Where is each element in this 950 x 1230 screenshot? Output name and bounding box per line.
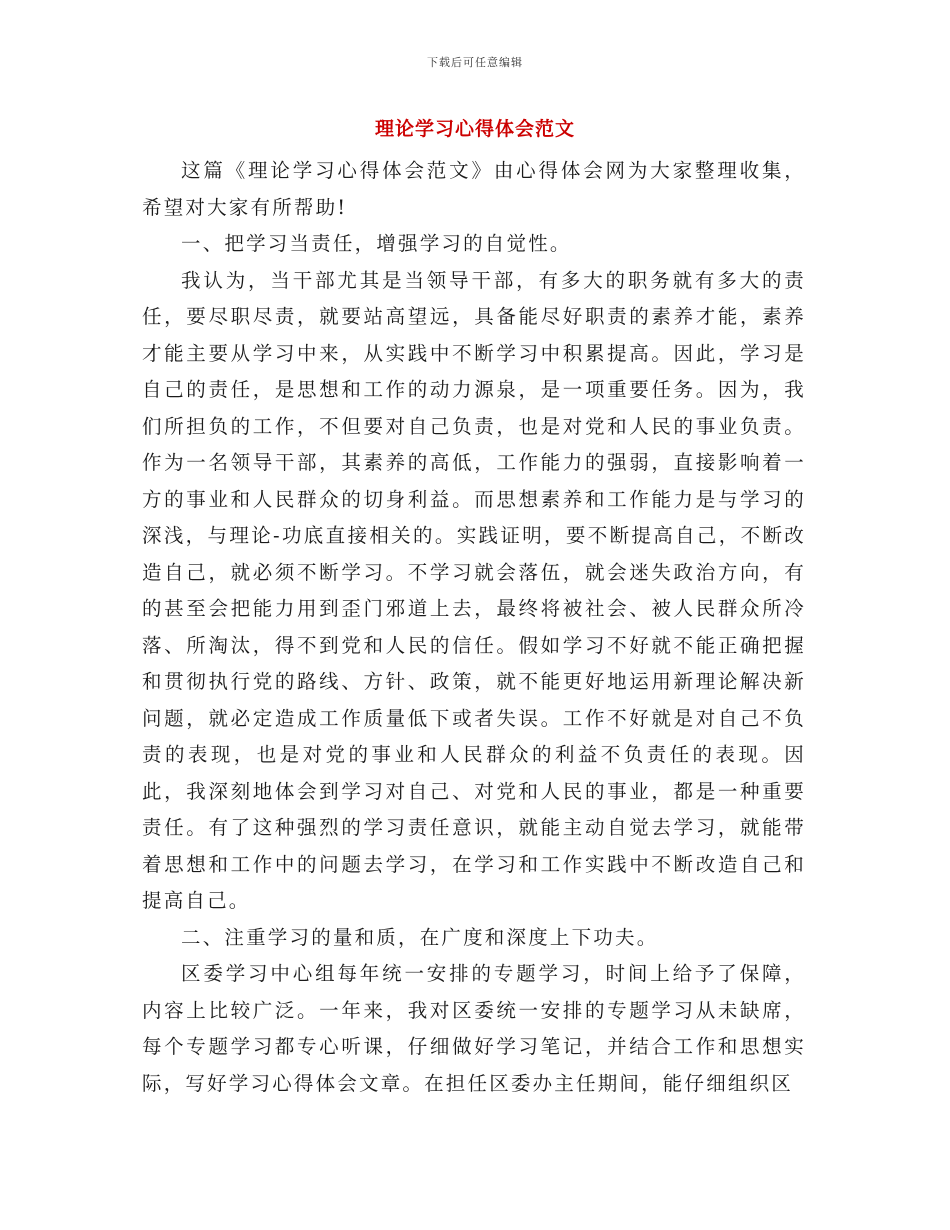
paragraph-heading-1: 一、把学习当责任，增强学习的自觉性。 — [181, 232, 572, 255]
paragraph-intro: 这篇《理论学习心得体会范文》由心得体会网为大家整理收集，希望对大家有所帮助! — [142, 159, 806, 219]
document-title: 理论学习心得体会范文 — [374, 118, 575, 140]
paragraph-body-1: 我认为，当干部尤其是当领导干部，有多大的职务就有多大的责任，要尽职尽责，就要站高望远，具备能尽好职责的素养才能，素养才能主要从学习中来，从实践中不断学习中积累提高。因此，学习是自己的责任，是思想和工作的动力源泉，是一项重要任务。因为，我们所担负的工作，不但要对自己负责，也是对党和人民的事业负责。作为一名领导干部，其素养的高低，工作能力的强弱，直接影响着一方的事业和人民群众的切身利益。而思想素养和工作能力是与学习的深浅，与理论-功底直接相关的。实践证明，要不断提高自己，不断改造自己，就必须不断学习。不学习就会落伍，就会迷失政治方向，有的甚至会把能力用到歪门邪道上去，最终将被社会、被人民群众所冷落、所淘汰，得不到党和人民的信任。假如学习不好就不能正确把握和贯彻执行党的路线、方针、政策，就不能更好地运用新理论解决新问题，就必定造成工作质量低下或者失误。工作不好就是对自己不负责的表现，也是对党的事业和人民群众的利益不负责任的表现。因此，我深刻地体会到学习对自己、对党和人民的事业，都是一种重要责任。有了这种强烈的学习责任意识，就能主动自觉去学习，就能带着思想和工作中的问题去学习，在学习和工作实践中不断改造自己和提高自己。 — [142, 268, 806, 912]
header-note: 下载后可任意编辑 — [427, 56, 523, 69]
paragraph-body-2: 区委学习中心组每年统一安排的专题学习，时间上给予了保障，内容上比较广泛。一年来，我对区委统一安排的专题学习从未缺席，每个专题学习都专心听课，仔细做好学习笔记，并结合工作和思想实际，写好学习心得体会文章。在担任区委办主任期间，能仔细组织区 — [142, 962, 806, 1095]
document-body — [142, 153, 806, 1102]
paragraph-heading-2: 二、注重学习的量和质，在广度和深度上下功夫。 — [181, 925, 659, 949]
